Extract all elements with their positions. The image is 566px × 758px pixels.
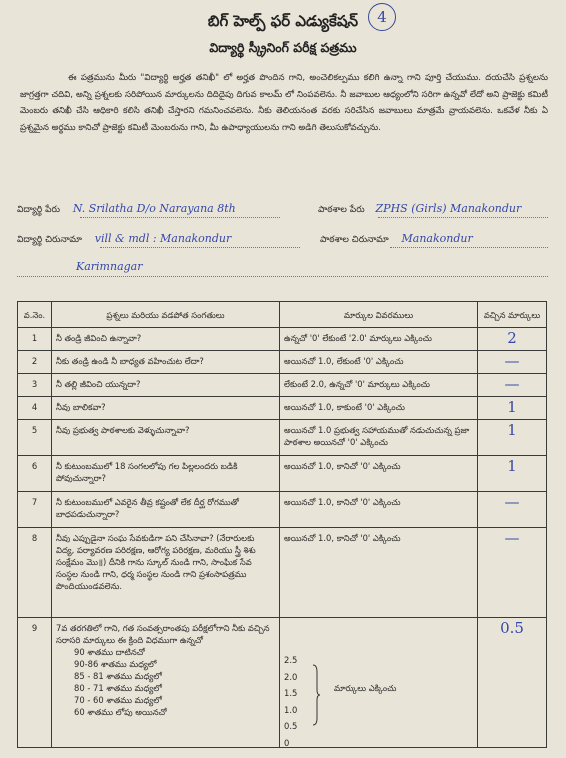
- percentage-band: 60 శాతము లోపు అయినచో: [74, 707, 167, 717]
- school-name-label: పాఠశాల పేరు: [318, 205, 365, 215]
- mark-value: 0.5: [284, 721, 298, 731]
- student-name-field[interactable]: [17, 202, 236, 217]
- row-score[interactable]: [478, 492, 547, 528]
- score-value: 2: [507, 329, 517, 347]
- student-address-line2: [76, 260, 142, 273]
- student-address-value-2: Karimnagar: [76, 260, 143, 273]
- row-marks: ఉన్నచో '0' లేకుంటే '2.0' మార్కులు ఎక్కించు: [280, 328, 478, 351]
- row-number: 7: [18, 492, 52, 528]
- row-marks: అయినచో 1.0 ప్రభుత్వ సహాయముతో నడుచుచున్న ప్రజా పాఠశాల అయినచో '0' ఎక్కించు: [280, 420, 478, 456]
- score-value: 1: [507, 421, 517, 439]
- table-header-row: [18, 302, 547, 328]
- row-number: 6: [18, 456, 52, 492]
- student-name-label: విద్యార్థి పేరు: [17, 205, 60, 215]
- dotted-line: [378, 217, 548, 218]
- row-question: నీకు తండ్రి ఉండి నీ బాధ్యత వహించుట లేదా?: [52, 351, 280, 374]
- row-question: నీ తండ్రి జీవించి ఉన్నావా?: [52, 328, 280, 351]
- mark-value: 2.0: [284, 671, 298, 682]
- row-question: నీ కుటుంబములో 18 సంగలలోపు గల పిల్లలందరు బడికి పోవుచున్నారా?: [52, 456, 280, 492]
- page-number: 4: [368, 3, 396, 31]
- row-marks: అయినచో 1.0, కానిచో '0' ఎక్కించు: [280, 528, 478, 618]
- row-question-intro: 7వ తరగతిలో గాని, గత సంవత్సరాంతపు పరీక్షలోగాని నీకు వచ్చిన సరాసరి మార్కులు ఈ క్రింది విధముగా ఉన్నచో: [56, 623, 270, 645]
- mark-value: 1.5: [284, 688, 298, 698]
- row-number: 1: [18, 328, 52, 351]
- brace-icon: [312, 664, 320, 726]
- school-name-field[interactable]: [318, 202, 521, 217]
- header-score: వచ్చిన మార్కులు: [478, 302, 547, 328]
- table-row: [18, 528, 547, 618]
- percentage-band: 90 శాతము దాటినచో: [74, 647, 145, 657]
- mark-scale-list: [284, 652, 297, 751]
- row-marks: లేకుంటే 2.0, ఉన్నచో '0' మార్కులు ఎక్కించు: [280, 374, 478, 397]
- row-score[interactable]: [478, 618, 547, 748]
- row-question: నీ కుటుంబములో ఎవరైన తీవ్ర కష్టంతో లేక దీర్ఘ రోగముతో బాధపడుచున్నారా?: [52, 492, 280, 528]
- instructions-paragraph: ఈ పత్రమును మీరు "విద్యార్థి అర్హత తనిఖీ" లో అర్హత పొందిన గాని, అంచెలికల్పము కలిగి ఉన్నా గాని పూర్తి చేయుము. దయచేసి ప్రశ్నలను జాగ్రత్తగా చదివి, అన్ని ప్రశ్నలకు సరిపోయిన మార్కులను దిదిదైపు దిగువ కాలమ్ లో నింపవలెను. నీ జవాబుల ఆధ్యంలోని సరిగా ఉన్నవో లేదో అని ప్రాజెక్టు కమిటీ మెంబరు తనిఖీ చేసి ఆధికారి కలిసి తనిఖీ చేస్తారని గమనించవలెను. నీకు తెలియనంత వరకు సరిచేసిన జవాబులు మాత్రమే వ్రాయవలెను. ఒకవేళ నీకు ఏ ప్రశ్నమైన అర్థము కానిచో ప్రాజెక్టు కమిటీ మెంబరును గాని, మీ ఉపాధ్యాయులను గాని అడిగి తెలుసుకోవచ్చును.: [20, 73, 548, 133]
- row-score[interactable]: [478, 456, 547, 492]
- percentage-band: 70 - 60 శాతము మధ్యలో: [74, 695, 162, 705]
- row-number: 9: [18, 618, 52, 748]
- header-sno: వ.నెం.: [18, 302, 52, 328]
- school-address-value: Manakondur: [401, 232, 473, 245]
- table-row: [18, 420, 547, 456]
- mark-value: 2.5: [284, 655, 298, 665]
- row-number: 2: [18, 351, 52, 374]
- school-address-label: పాఠశాల చిరునామా: [320, 235, 389, 245]
- row-score[interactable]: [478, 351, 547, 374]
- table-row: [18, 351, 547, 374]
- dotted-line: [80, 217, 280, 218]
- table-row: [18, 328, 547, 351]
- school-name-value: ZPHS (Girls) Manakondur: [375, 202, 522, 215]
- dotted-line: [17, 276, 548, 277]
- percentage-band: 90-86 శాతము మధ్యలో: [74, 659, 157, 669]
- row-marks: అయినచో 1.0, లేకుంటే '0' ఎక్కించు: [280, 351, 478, 374]
- form-title: బిగ్ హెల్ప్ ఫర్ ఎడ్యుకేషన్: [207, 12, 359, 30]
- row-number: 8: [18, 528, 52, 618]
- row-score[interactable]: [478, 374, 547, 397]
- score-value: 1: [507, 398, 517, 416]
- mark-scale: [284, 622, 473, 748]
- table-row: [18, 456, 547, 492]
- table-row: [18, 492, 547, 528]
- row-score[interactable]: [478, 328, 547, 351]
- row-question: నీవు ప్రభుత్వ పాఠశాలకు వెళ్ళుచున్నావా?: [52, 420, 280, 456]
- mark-value: 1.0: [284, 704, 298, 715]
- school-address-field[interactable]: [320, 232, 473, 247]
- form-subtitle: విద్యార్థి స్క్రీనింగ్ పరీక్ష పత్రము: [209, 40, 357, 55]
- percentage-band: 80 - 71 శాతము మధ్యలో: [74, 683, 162, 693]
- student-address-field[interactable]: [17, 232, 231, 247]
- score-value: —: [504, 529, 520, 547]
- row-number: 5: [18, 420, 52, 456]
- screening-table: [17, 301, 547, 748]
- row-score[interactable]: [478, 420, 547, 456]
- header-question: ప్రశ్నలు మరియు వడపోత సంగతులు: [52, 302, 280, 328]
- row-question: [52, 618, 280, 748]
- table-row-average-marks: [18, 618, 547, 748]
- score-value: —: [504, 493, 520, 511]
- row-score[interactable]: [478, 528, 547, 618]
- mark-label: మార్కులు ఎక్కించు: [334, 683, 397, 693]
- table-row: [18, 397, 547, 420]
- table-row: [18, 374, 547, 397]
- mark-value: 0: [284, 737, 290, 748]
- row-number: 3: [18, 374, 52, 397]
- row-marks: అయినచో 1.0, కానిచో '0' ఎక్కించు: [280, 492, 478, 528]
- score-value: —: [504, 352, 520, 370]
- student-name-value: N. Srilatha D/o Narayana 8th: [72, 202, 236, 215]
- row-score[interactable]: [478, 397, 547, 420]
- header-marks: మార్కుల వివరములు: [280, 302, 478, 328]
- percentage-band: 85 - 81 శాతము మధ్యలో: [74, 671, 162, 681]
- dotted-line: [100, 247, 300, 248]
- row-number: 4: [18, 397, 52, 420]
- row-marks: అయినచో 1.0, కానిచో '0' ఎక్కించు: [280, 456, 478, 492]
- row-question: నీ తల్లి జీవించి యున్నదా?: [52, 374, 280, 397]
- row-marks: అయినచో 1.0, కాకుంటే '0' ఎక్కించు: [280, 397, 478, 420]
- row-marks: [280, 618, 478, 748]
- row-question: నీవు ఎప్పుడైనా సంఘ సేవకుడిగా పని చేసినావా? (నేరారులకు విద్య, పర్యావరణ పరిరక్షణ, ఆరోగ్య పరిరక్షణ, మరియు స్త్రీ శిశు సంక్షేమం మొ॥) దీనికి గాను స్కూల్ నుండి గాని, సాంఘిక సేవ సంస్థల నుండి గాని, ధర్మ సంస్థల నుండి గాని ప్రశంసాపత్రము పొందియుండవలెను.: [52, 528, 280, 618]
- row-question: నీవు బాలికవా?: [52, 397, 280, 420]
- score-value: 0.5: [500, 619, 524, 637]
- student-address-value: vill & mdl : Manakondur: [94, 232, 232, 245]
- student-address-label: విద్యార్థి చిరునామా: [17, 235, 82, 245]
- score-value: —: [504, 375, 520, 393]
- dotted-line: [390, 247, 548, 248]
- score-value: 1: [507, 457, 517, 475]
